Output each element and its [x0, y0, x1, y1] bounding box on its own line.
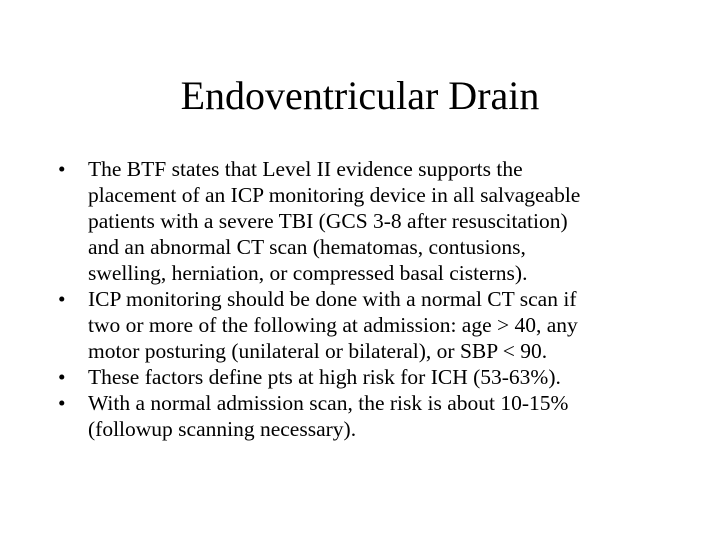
- bullet-item: [58, 364, 678, 390]
- bullet-text-line: and an abnormal CT scan (hematomas, contusions,: [88, 235, 526, 259]
- bullet-text-line: two or more of the following at admission: age > 40, any: [88, 313, 578, 337]
- bullet-text-line: The BTF states that Level II evidence supports the: [88, 157, 523, 181]
- bullet-text-line: These factors define pts at high risk for ICH (53-63%).: [88, 365, 561, 389]
- bullet-text-line: ICP monitoring should be done with a normal CT scan if: [88, 287, 577, 311]
- bullet-text-line: placement of an ICP monitoring device in all salvageable: [88, 183, 581, 207]
- bullet-item: [58, 156, 678, 286]
- bullet-item: [58, 390, 678, 442]
- slide-title: Endoventricular Drain: [180, 73, 540, 118]
- bullet-dot-icon: •: [58, 365, 66, 389]
- bullet-item: [58, 286, 678, 364]
- bullet-text-line: With a normal admission scan, the risk is about 10-15%: [88, 391, 569, 415]
- bullet-text-line: swelling, herniation, or compressed basal cisterns).: [88, 261, 528, 285]
- bullet-text-line: patients with a severe TBI (GCS 3-8 after resuscitation): [88, 209, 568, 233]
- bullet-dot-icon: •: [58, 157, 66, 181]
- bullet-dot-icon: •: [58, 391, 66, 415]
- bullet-list: [58, 156, 678, 442]
- bullet-dot-icon: •: [58, 287, 66, 311]
- bullet-text-line: motor posturing (unilateral or bilateral), or SBP < 90.: [88, 339, 548, 363]
- bullet-text-line: (followup scanning necessary).: [88, 417, 357, 441]
